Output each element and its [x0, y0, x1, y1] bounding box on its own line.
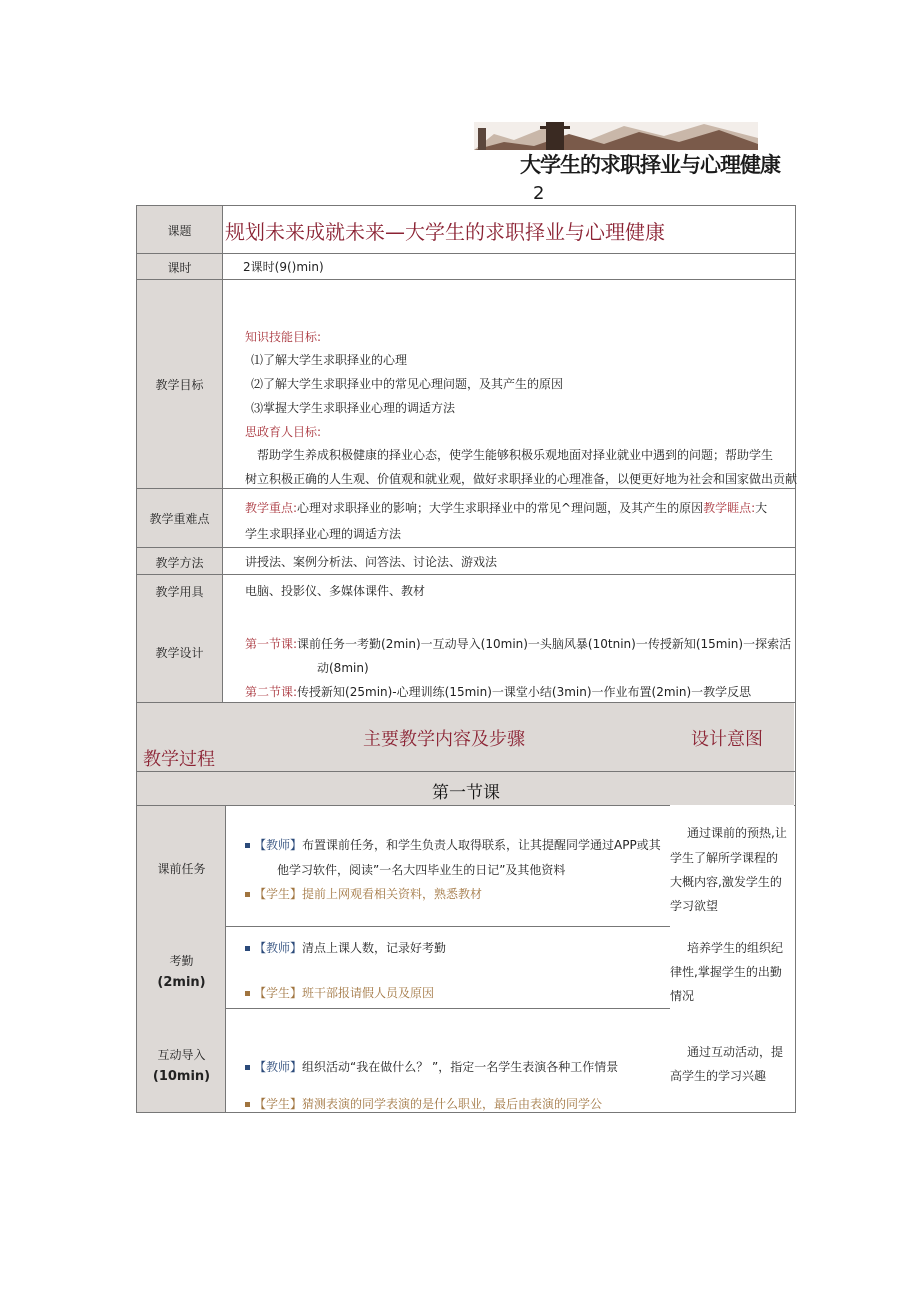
tools-value: 电脑、投影仪、多媒体课件、教材	[245, 584, 426, 598]
step-teacher-line	[245, 1055, 618, 1079]
topic-value: 规划未来成就未来—大学生的求职择业与心理健康	[225, 220, 665, 244]
step-teacher-line	[245, 936, 446, 960]
step-label: 课前任务	[157, 862, 206, 876]
intent-line: 高学生的学习兴趣	[670, 1069, 767, 1083]
row-divider	[137, 253, 795, 254]
step-label: 考勤	[169, 954, 194, 968]
row-divider	[137, 279, 795, 280]
student-text: 班干部报请假人员及原因	[302, 986, 435, 1000]
intent-line: 培养学生的组织纪	[687, 941, 784, 955]
row-divider	[137, 547, 795, 548]
lesson2-title: 第二节课:	[245, 685, 298, 699]
method-label: 教学方法	[155, 556, 204, 570]
intent-line: 通过课前的预热,让	[687, 826, 787, 840]
design-lesson1	[245, 632, 791, 656]
goals-label: 教学目标	[155, 378, 204, 392]
lesson1-text: 课前任务一考勤(2min)一互动导入(10min)一头脑风暴(10tnin)一传授新知(15min)一探索活	[297, 637, 792, 651]
hours-label: 课时	[167, 261, 192, 275]
intent-line: 大概内容,激发学生的	[670, 875, 782, 889]
lesson2-text: 传授新知(25min)-心理训练(15min)一课堂小结(3min)一作业布置(2min)一教学反思	[297, 685, 752, 699]
process-label: 教学过程	[143, 749, 215, 770]
intent-line: 学习欲望	[670, 899, 719, 913]
student-text: 猜测表演的同学表演的是什么职业，最后由表演的同学公	[302, 1097, 603, 1111]
hard-point-title: 教学睚点:	[703, 501, 756, 515]
key-point-title: 教学重点:	[245, 501, 298, 515]
step-teacher-line	[245, 833, 661, 857]
intent-line: 律性,掌握学生的出勤	[670, 965, 782, 979]
step-label: 互动导入	[157, 1048, 206, 1062]
lesson-plan-table	[136, 205, 796, 1113]
step-student-line	[245, 882, 482, 906]
topic-label: 课题	[167, 224, 192, 238]
teacher-text: 清点上课人数，记录好考勤	[302, 941, 447, 955]
bullet-square-icon	[245, 946, 250, 951]
design-lesson2	[245, 680, 751, 704]
step-student-line	[245, 981, 434, 1005]
intent-line: 通过互动活动，提	[687, 1045, 784, 1059]
lesson1-text-cont: 动(8min)	[317, 661, 369, 675]
student-tag: 【学生】	[254, 986, 303, 1000]
hours-value: 2课时(9()min)	[243, 260, 324, 274]
key-point-text: 心理对求职择业的影响；大学生求职择业中的常见^理问题，及其产生的原因	[297, 501, 704, 515]
knowledge-goal-1: ⑴了解大学生求职择业的心理	[251, 353, 408, 367]
step-student-line	[245, 1092, 602, 1116]
bullet-square-icon	[245, 892, 250, 897]
row-divider	[137, 771, 795, 772]
teacher-text-cont: 他学习软件，阅读”一名大四毕业生的日记”及其他资料	[277, 863, 566, 877]
bullet-square-icon	[245, 1102, 250, 1107]
column-divider	[222, 206, 223, 702]
knowledge-goal-2: ⑵了解大学生求职择业中的常见心理问题，及其产生的原因	[251, 377, 564, 391]
difficulty-line1	[245, 496, 767, 520]
bullet-square-icon	[245, 991, 250, 996]
knowledge-goal-3: ⑶掌握大学生求职择业心理的调适方法	[251, 401, 456, 415]
difficulty-label: 教学重难点	[149, 512, 210, 526]
lesson1-title: 第一节课:	[245, 637, 298, 651]
teacher-tag: 【教师】	[254, 838, 303, 852]
ideology-goal-line2: 树立积极正确的人生观、价值观和就业观，做好求职择业的心理准备，以便更好地为社会和国家做出贡献	[245, 472, 798, 486]
hard-point-text-b: 学生求职择业心理的调适方法	[245, 527, 402, 541]
knowledge-goal-title: 知识技能目标:	[245, 330, 322, 344]
step-duration: (2min)	[157, 975, 206, 990]
tools-label: 教学用具	[155, 585, 204, 599]
intent-line: 学生了解所学课程的	[670, 851, 779, 865]
student-tag: 【学生】	[254, 1097, 303, 1111]
bullet-square-icon	[245, 843, 250, 848]
ideology-goal-title: 思政育人目标:	[245, 425, 322, 439]
student-tag: 【学生】	[254, 887, 303, 901]
bullet-square-icon	[245, 1065, 250, 1070]
process-main-heading: 主要教学内容及步骤	[363, 729, 525, 750]
method-value: 讲授法、案例分析法、问答法、讨论法、游戏法	[245, 555, 498, 569]
student-text: 提前上网观看相关资料，熟悉教材	[302, 887, 483, 901]
teacher-tag: 【教师】	[254, 941, 303, 955]
ideology-goal-line1: 帮助学生养成积极健康的择业心态，使学生能够积极乐观地面对择业就业中遇到的问题；帮助学生	[257, 448, 774, 462]
header-banner-image	[474, 122, 758, 150]
process-intent-heading: 设计意图	[691, 729, 763, 750]
header-number: 2	[533, 183, 545, 204]
intent-line: 情况	[670, 989, 695, 1003]
hard-point-text-a: 大	[755, 501, 768, 515]
teacher-text: 布置课前任务，和学生负责人取得联系，让其提醒同学通过APP或其	[302, 838, 661, 852]
section-title: 第一节课	[432, 783, 500, 803]
teacher-tag: 【教师】	[254, 1060, 303, 1074]
header-title: 大学生的求职择业与心理健康	[520, 153, 780, 177]
step-duration: (10min)	[152, 1069, 211, 1084]
design-label: 教学设计	[155, 646, 204, 660]
row-divider	[137, 574, 795, 575]
teacher-text: 组织活动“我在做什么？ ”，指定一名学生表演各种工作情景	[302, 1060, 619, 1074]
